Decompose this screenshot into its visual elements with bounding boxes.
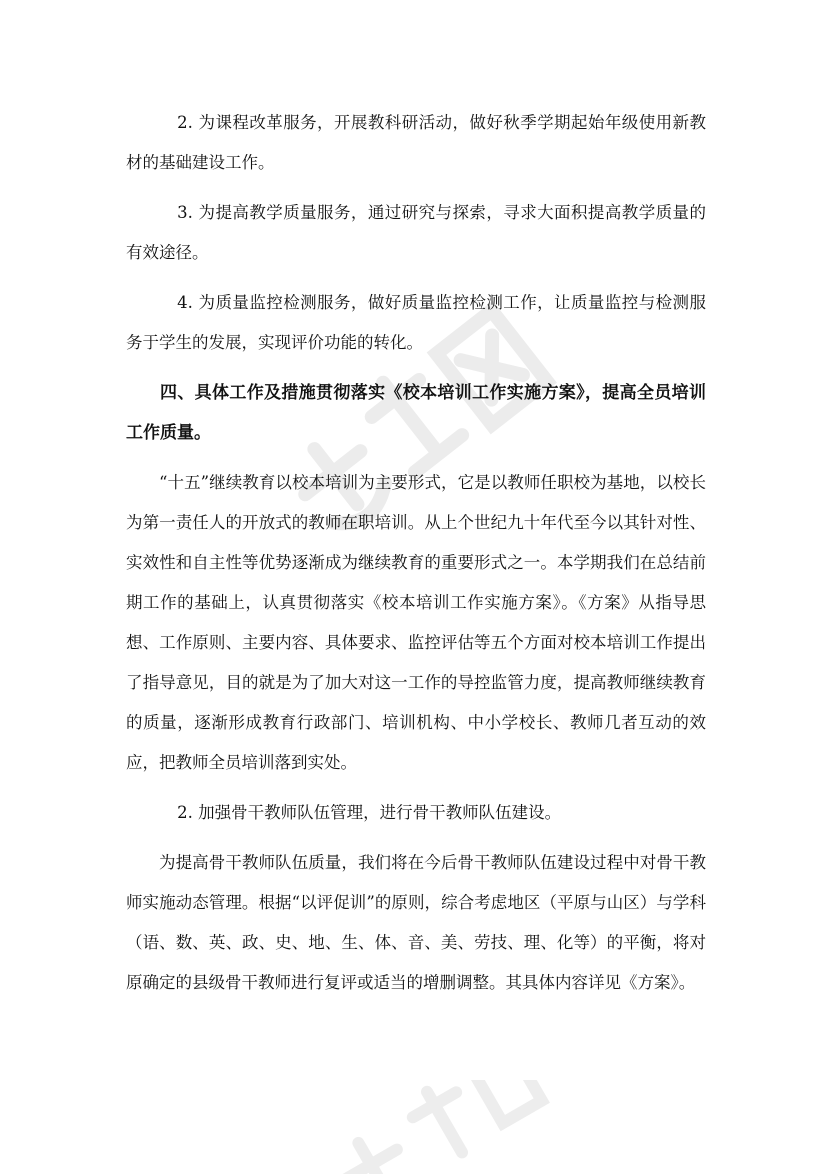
- paragraph-item-3: 3. 为提高教学质量服务，通过研究与探索，寻求大面积提高教学质量的有效途径。: [126, 203, 706, 262]
- paragraph-item-2: 2. 为课程改革服务，开展教科研活动，做好秋季学期起始年级使用新教材的基础建设工作。: [126, 113, 706, 172]
- section-heading-4: 四、具体工作及措施贯彻落实《校本培训工作实施方案》，提高全员培训工作质量。: [126, 383, 706, 443]
- document-body: [126, 103, 706, 1003]
- watermark-logo-bottom: [300, 1080, 560, 1174]
- paragraph-backbone-teachers-title: 2. 加强骨干教师队伍管理，进行骨干教师队伍建设。: [177, 803, 562, 822]
- paragraph-backbone-teachers-body: 为提高骨干教师队伍质量，我们将在今后骨干教师队伍建设过程中对骨干教师实施动态管理。根据“以评促训”的原则，综合考虑地区（平原与山区）与学科（语、数、英、政、史、地、生、体、音、美、劳技、理、化等）的平衡，将对原确定的县级骨干教师进行复评或适当的增删调整。其具体内容详见《方案》。: [126, 853, 706, 992]
- paragraph-item-4: 4. 为质量监控检测服务，做好质量监控检测工作，让质量监控与检测服务于学生的发展，实现评价功能的转化。: [126, 293, 706, 352]
- paragraph-continuing-education: “十五”继续教育以校本培训为主要形式，它是以教师任职校为基地，以校长为第一责任人的开放式的教师在职培训。从上个世纪九十年代至今以其针对性、实效性和自主性等优势逐渐成为继续教育的重要形式之一。本学期我们在总结前期工作的基础上，认真贯彻落实《校本培训工作实施方案》。《方案》从指导思想、工作原则、主要内容、具体要求、监控评估等五个方面对校本培训工作提出了指导意见，目的就是为了加大对这一工作的导控监管力度，提高教师继续教育的质量，逐渐形成教育行政部门、培训机构、中小学校长、教师几者互动的效应，把教师全员培训落到实处。: [126, 473, 706, 772]
